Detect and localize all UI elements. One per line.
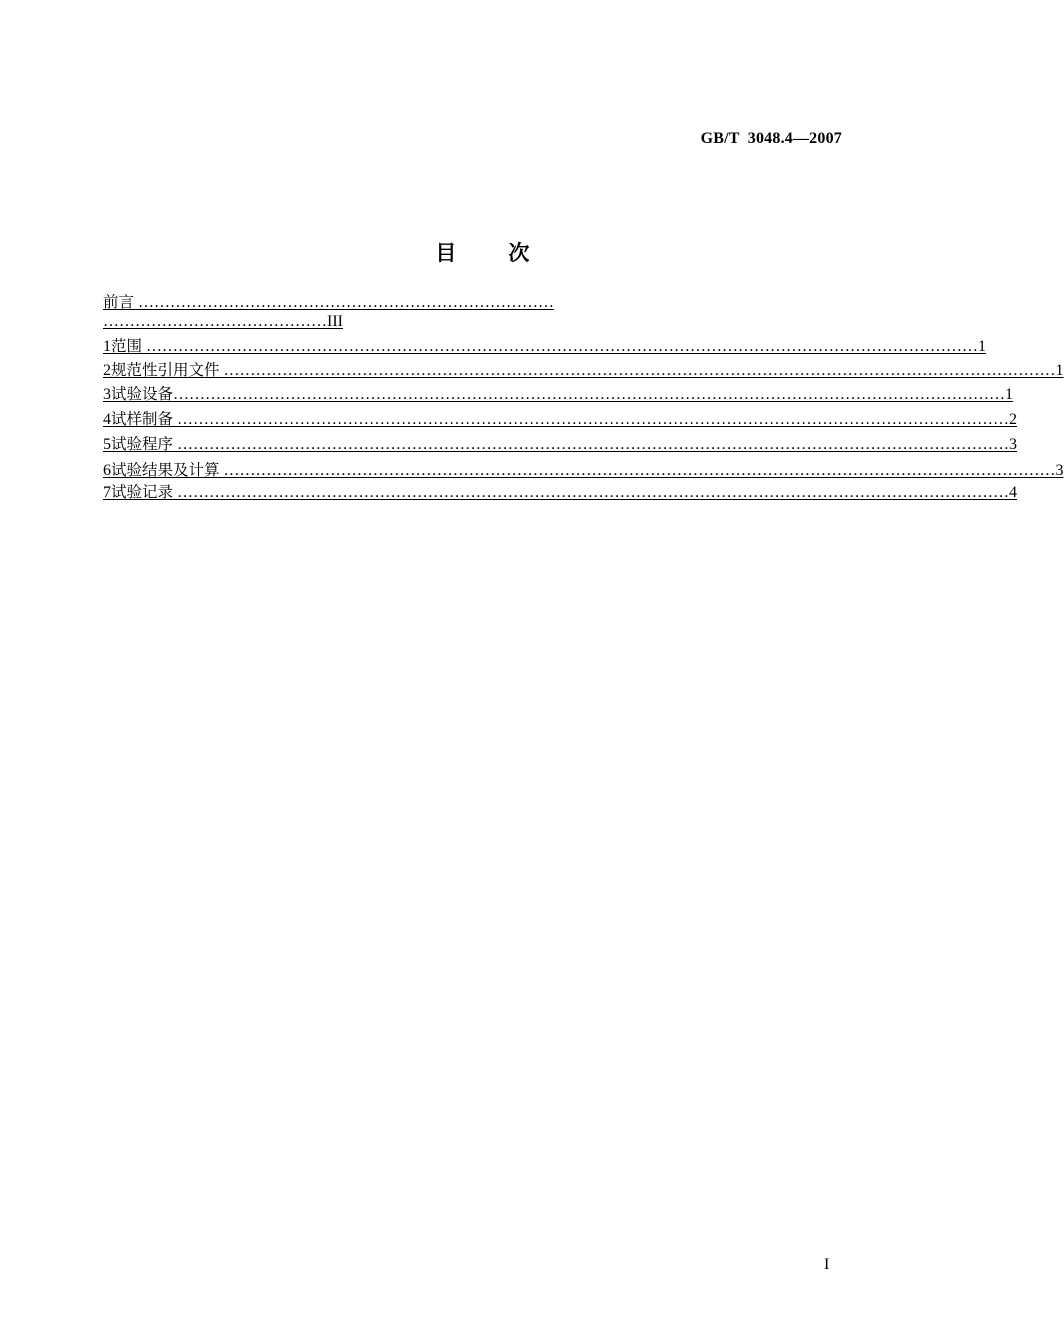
toc-entry-label: 试样制备: [111, 410, 174, 428]
page-number: I: [824, 1256, 830, 1273]
toc-entry-results-and-calculation[interactable]: [103, 461, 1064, 480]
leader-dots: …………………………………………………………………………………………………………………………………………: [173, 436, 1010, 453]
toc-entry-number: 4: [103, 411, 111, 428]
toc-entry-specimen-preparation[interactable]: [103, 410, 1018, 429]
toc-entry-scope[interactable]: [103, 337, 987, 356]
toc-entry-label: 试验结果及计算: [111, 461, 220, 479]
toc-entry-label: 试验记录: [111, 483, 174, 501]
toc-entry-page: 1: [1055, 362, 1064, 379]
toc-entry-test-procedure[interactable]: [103, 435, 1018, 454]
leader-dots: …………………………………………………………………………………………………………………………………………: [173, 484, 1010, 501]
toc-entry-page: 2: [1009, 411, 1018, 428]
toc-entry-number: 6: [103, 462, 111, 479]
toc-entry-label: 试验程序: [111, 435, 174, 453]
toc-entry-number: 3: [103, 386, 111, 403]
table-of-contents: [103, 293, 1064, 502]
toc-entry-number: 2: [103, 362, 111, 379]
toc-entry-number: 1: [103, 338, 111, 355]
toc-entry-label: 范围: [111, 337, 143, 355]
toc-entry-preface[interactable]: [103, 293, 589, 312]
toc-entry-normative-references[interactable]: [103, 361, 1064, 380]
toc-entry-page: III: [327, 313, 343, 330]
page-title: [0, 213, 950, 267]
leader-dots: ……………………………………………………………………: [134, 294, 555, 311]
toc-entry-page: 1: [1005, 386, 1014, 403]
toc-entry-label: 试验设备: [111, 385, 174, 403]
toc-entry-test-equipment[interactable]: [103, 385, 1014, 404]
toc-entry-page: 4: [1009, 484, 1018, 501]
leader-dots: ……………………………………: [103, 313, 327, 330]
leader-dots: …………………………………………………………………………………………………………………………………………: [173, 386, 1006, 403]
title-char-2: 次: [508, 241, 530, 265]
title-char-1: 目: [435, 241, 457, 265]
standard-code: GB/T 3048.4—2007: [700, 130, 842, 147]
leader-dots: …………………………………………………………………………………………………………………………………………: [219, 462, 1056, 479]
toc-entry-page: 3: [1055, 462, 1064, 479]
toc-entry-label: 规范性引用文件: [111, 361, 220, 379]
toc-entry-label: 前言: [103, 293, 135, 311]
toc-entry-page: 1: [978, 338, 987, 355]
toc-entry-number: 5: [103, 436, 111, 453]
leader-dots: …………………………………………………………………………………………………………………………………………: [219, 362, 1056, 379]
leader-dots: …………………………………………………………………………………………………………………………………………: [142, 338, 979, 355]
toc-entry-number: 7: [103, 484, 111, 501]
leader-dots: …………………………………………………………………………………………………………………………………………: [173, 411, 1010, 428]
toc-entry-test-record[interactable]: [103, 483, 1018, 502]
toc-entry-page: 3: [1009, 436, 1018, 453]
toc-entry-preface-continued[interactable]: [103, 312, 359, 331]
